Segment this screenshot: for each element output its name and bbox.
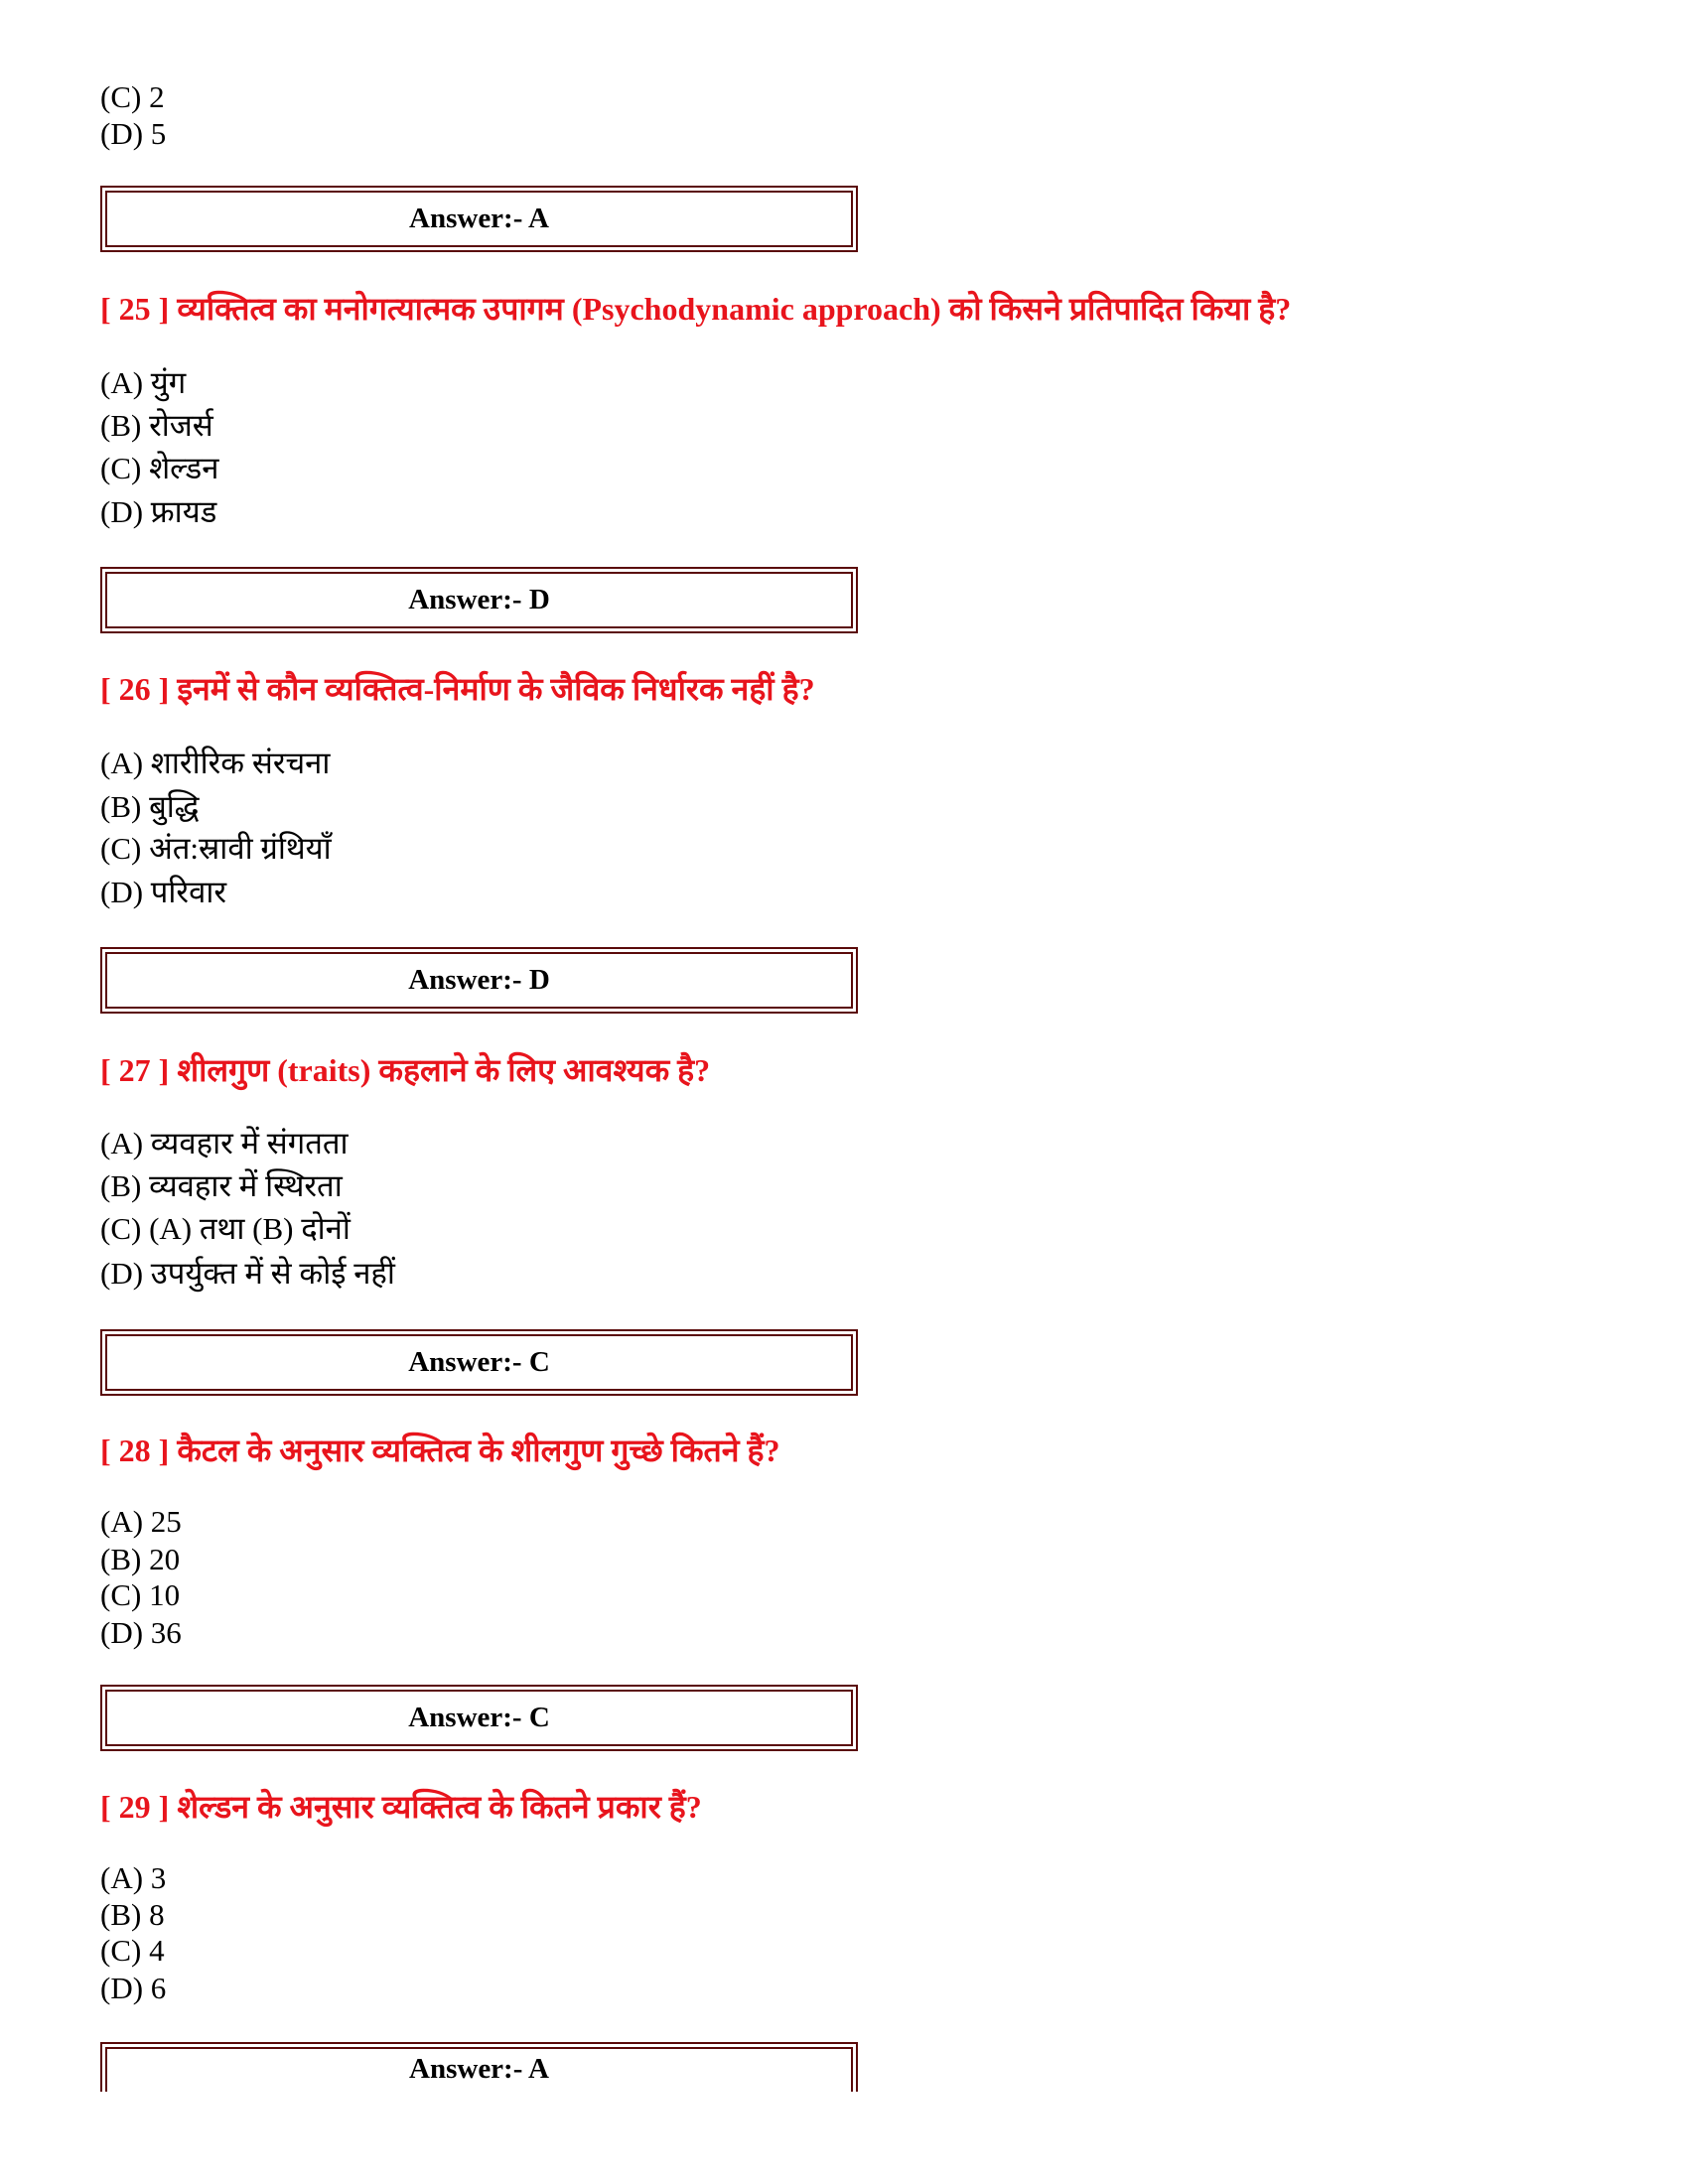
- answer-text: Answer:- A: [409, 203, 549, 234]
- option-item: (A) व्यवहार में संगतता: [100, 1126, 349, 1160]
- question-title: [ 25 ] व्यक्तित्व का मनोगत्यात्मक उपागम (Psychodynamic approach) को किसने प्रतिपादित किया है?: [100, 291, 1292, 327]
- answer-box: [100, 1329, 858, 1396]
- option-item: (D) 36: [100, 1615, 182, 1650]
- answer-text: Answer:- A: [409, 2053, 549, 2085]
- answer-box: [100, 947, 858, 1014]
- option-item: (B) रोजर्स: [100, 408, 213, 443]
- question-title: [ 27 ] शीलगुण (traits) कहलाने के लिए आवश्यक है?: [100, 1052, 711, 1088]
- answer-box: [100, 567, 858, 633]
- option-item: (B) व्यवहार में स्थिरता: [100, 1168, 343, 1203]
- answer-text: Answer:- C: [408, 1346, 550, 1378]
- answer-text: Answer:- C: [408, 1702, 550, 1733]
- option-item: (B) 20: [100, 1542, 181, 1576]
- option-item: (C) 2: [100, 79, 165, 114]
- option-item: (C) 4: [100, 1933, 165, 1968]
- option-item: (A) 25: [100, 1504, 182, 1539]
- question-title: [ 29 ] शेल्डन के अनुसार व्यक्तित्व के कितने प्रकार हैं?: [100, 1789, 702, 1825]
- option-item: (C) शेल्डन: [100, 451, 219, 485]
- option-item: (D) उपर्युक्त में से कोई नहीं: [100, 1256, 395, 1291]
- option-item: (D) 5: [100, 116, 167, 151]
- option-item: (D) परिवार: [100, 875, 227, 909]
- option-item: (B) 8: [100, 1897, 165, 1932]
- answer-box: [100, 186, 858, 252]
- option-item: (C) 10: [100, 1577, 181, 1612]
- option-item: (D) फ्रायड: [100, 494, 217, 529]
- answer-box: [100, 2042, 858, 2092]
- option-item: (C) (A) तथा (B) दोनों: [100, 1211, 351, 1246]
- option-item: (D) 6: [100, 1971, 167, 2005]
- option-item: (A) युंग: [100, 365, 187, 400]
- answer-text: Answer:- D: [408, 964, 550, 996]
- option-item: (C) अंत:स्रावी ग्रंथियाँ: [100, 831, 332, 866]
- option-item: (A) शारीरिक संरचना: [100, 746, 331, 780]
- question-title: [ 26 ] इनमें से कौन व्यक्तित्व-निर्माण के जैविक निर्धारक नहीं है?: [100, 671, 815, 707]
- option-item: (A) 3: [100, 1860, 167, 1895]
- question-title: [ 28 ] कैटल के अनुसार व्यक्तित्व के शीलगुण गुच्छे कितने हैं?: [100, 1433, 780, 1468]
- answer-box: [100, 1685, 858, 1751]
- option-item: (B) बुद्धि: [100, 789, 200, 824]
- answer-text: Answer:- D: [408, 584, 550, 615]
